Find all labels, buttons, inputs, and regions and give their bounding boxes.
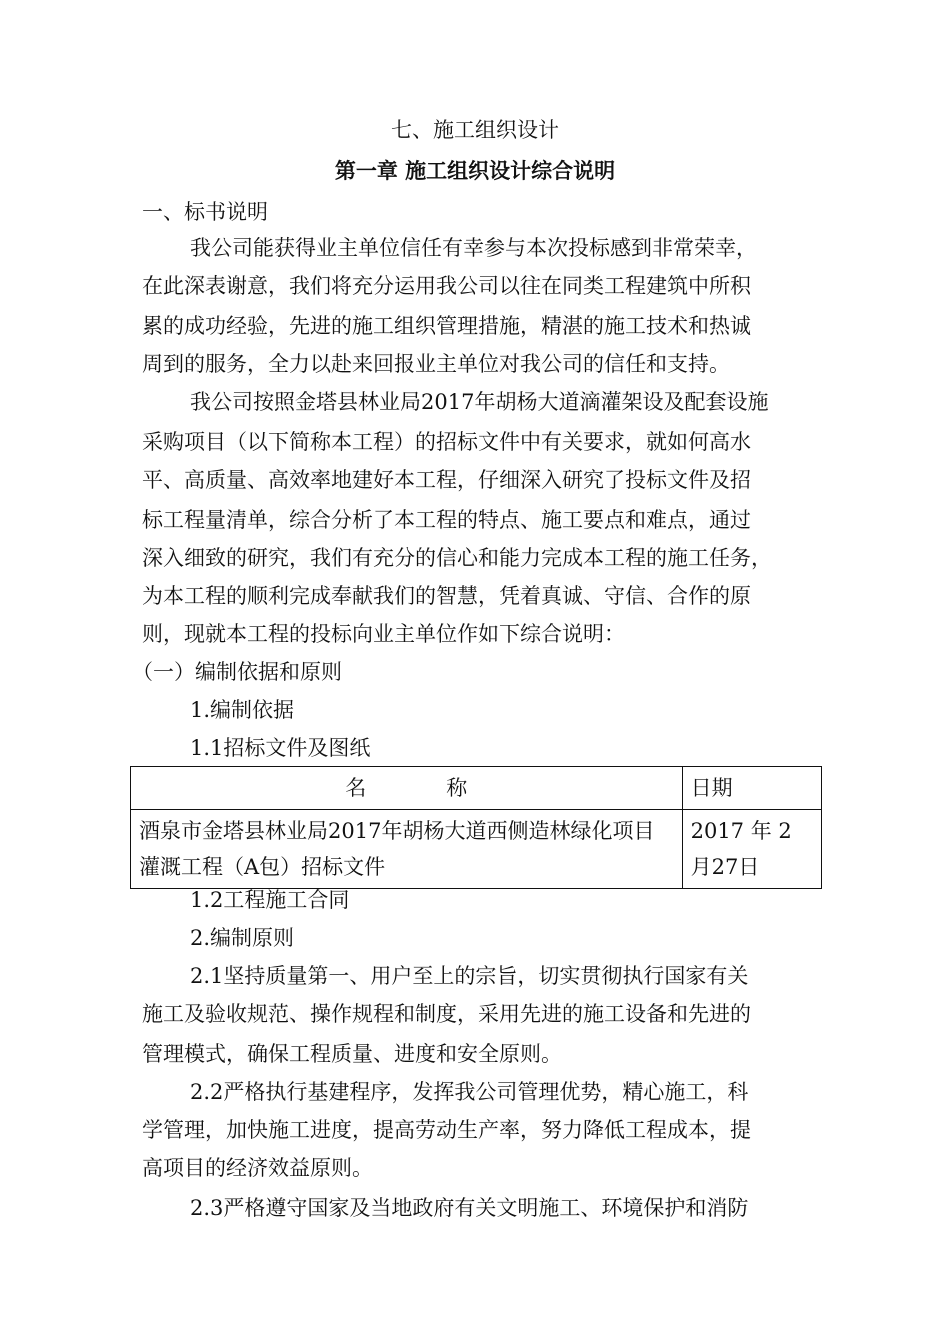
paragraph-line: 高项目的经济效益原则。: [142, 1156, 373, 1180]
item-compile-basis: 1.编制依据: [190, 698, 295, 722]
paragraph-line: 管理模式，确保工程质量、进度和安全原则。: [142, 1042, 562, 1066]
paragraph-line: 平、高质量、高效率地建好本工程，仔细深入研究了投标文件及招: [142, 468, 751, 492]
paragraph-line: 累的成功经验，先进的施工组织管理措施，精湛的施工技术和热诚: [142, 314, 751, 338]
paragraph-line: 在此深表谢意，我们将充分运用我公司以往在同类工程建筑中所积: [142, 274, 751, 298]
paragraph-line: 为本工程的顺利完成奉献我们的智慧，凭着真诚、守信、合作的原: [142, 584, 751, 608]
item-tender-docs: 1.1招标文件及图纸: [190, 736, 371, 760]
table-cell-date: [682, 810, 821, 889]
paragraph-line: 2.1坚持质量第一、用户至上的宗旨，切实贯彻执行国家有关: [190, 964, 749, 988]
heading-bid-description: 一、标书说明: [142, 200, 268, 224]
heading-basis-principles: （一）编制依据和原则: [132, 660, 342, 684]
tender-docs-table: [130, 766, 822, 889]
cell-name-line: 灌溉工程（A包）招标文件: [139, 855, 386, 879]
paragraph-line: 2.3严格遵守国家及当地政府有关文明施工、环境保护和消防: [190, 1196, 749, 1220]
table-cell-name: [131, 810, 683, 889]
paragraph-line: 2.2严格执行基建程序，发挥我公司管理优势，精心施工，科: [190, 1080, 749, 1104]
table-header-name: [131, 767, 683, 810]
paragraph-line: 我公司按照金塔县林业局2017年胡杨大道滴灌架设及配套设施: [190, 390, 769, 414]
paragraph-line: 采购项目（以下简称本工程）的招标文件中有关要求，就如何高水: [142, 430, 751, 454]
cell-date-line: 2017 年 2: [690, 819, 792, 843]
item-compile-principles: 2.编制原则: [190, 926, 295, 950]
section-title: 七、施工组织设计: [391, 118, 559, 142]
paragraph-line: 学管理，加快施工进度，提高劳动生产率，努力降低工程成本，提: [142, 1118, 751, 1142]
header-name-char-a: 名: [345, 776, 367, 800]
table-header-date: 日期: [682, 767, 821, 810]
paragraph-line: 标工程量清单，综合分析了本工程的特点、施工要点和难点，通过: [142, 508, 751, 532]
cell-date-line: 月27日: [690, 855, 760, 879]
paragraph-line: 我公司能获得业主单位信任有幸参与本次投标感到非常荣幸，: [190, 236, 757, 260]
cell-name-line: 酒泉市金塔县林业局2017年胡杨大道西侧造林绿化项目: [139, 819, 655, 843]
table-header-row: [131, 767, 822, 810]
paragraph-line: 则，现就本工程的投标向业主单位作如下综合说明：: [142, 622, 625, 646]
paragraph-line: 施工及验收规范、操作规程和制度，采用先进的施工设备和先进的: [142, 1002, 751, 1026]
paragraph-line: 深入细致的研究，我们有充分的信心和能力完成本工程的施工任务，: [142, 546, 772, 570]
chapter-title: 第一章 施工组织设计综合说明: [334, 158, 616, 183]
item-construction-contract: 1.2工程施工合同: [190, 888, 350, 912]
header-name-char-b: 称: [446, 776, 468, 800]
table-row: [131, 810, 822, 889]
paragraph-line: 周到的服务，全力以赴来回报业主单位对我公司的信任和支持。: [142, 352, 730, 376]
